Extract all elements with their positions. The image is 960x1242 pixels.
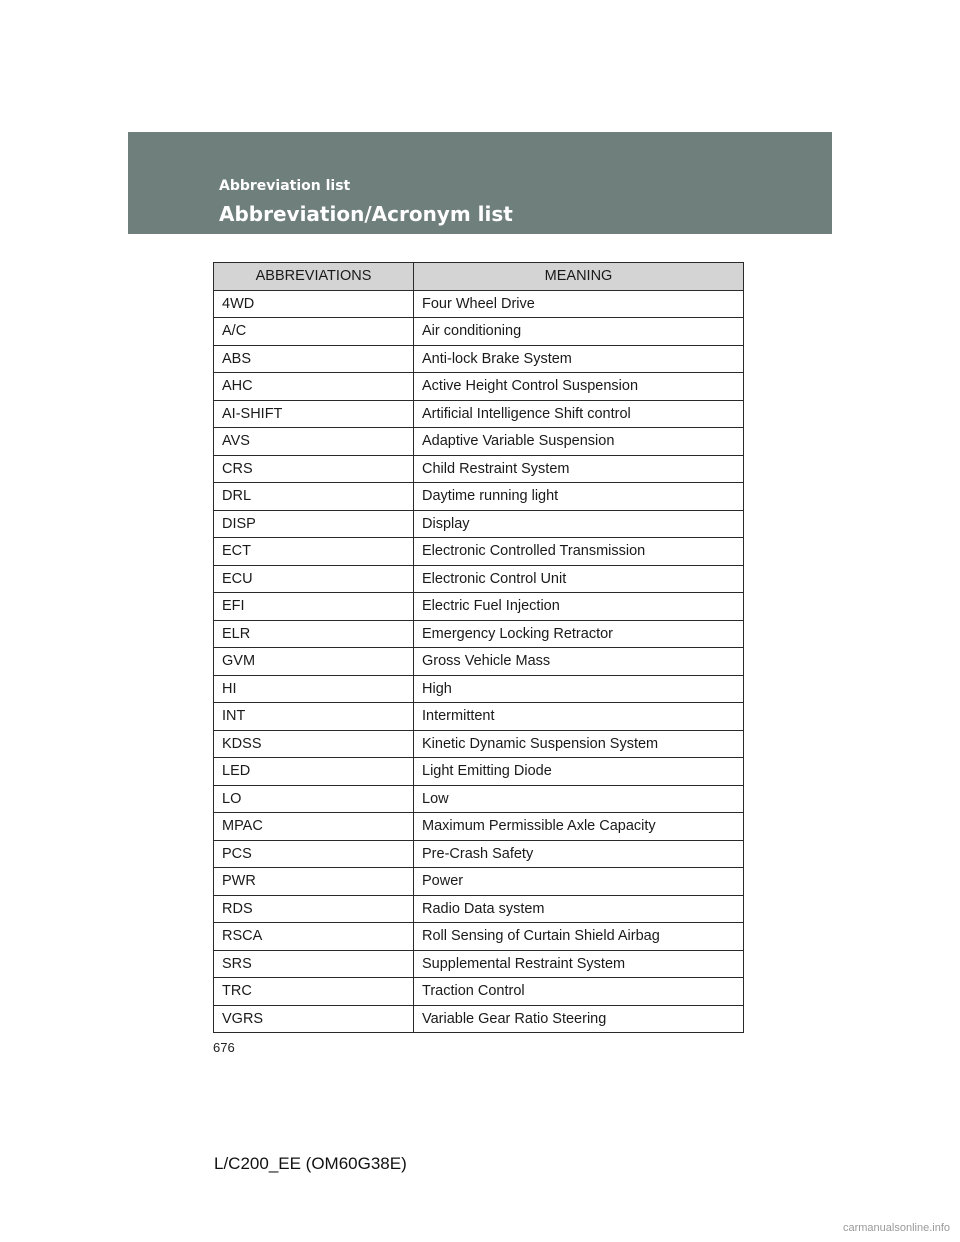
meaning-cell: Radio Data system <box>414 895 744 923</box>
meaning-cell: Anti-lock Brake System <box>414 345 744 373</box>
table-row <box>214 868 744 896</box>
abbreviation-cell: MPAC <box>214 813 414 841</box>
table-row <box>214 620 744 648</box>
abbreviation-cell: ELR <box>214 620 414 648</box>
table-row <box>214 373 744 401</box>
meaning-cell: Artificial Intelligence Shift control <box>414 400 744 428</box>
header-band <box>128 132 832 234</box>
meaning-cell: Traction Control <box>414 978 744 1006</box>
meaning-cell: Emergency Locking Retractor <box>414 620 744 648</box>
table-row <box>214 895 744 923</box>
meaning-cell: Electronic Control Unit <box>414 565 744 593</box>
table-row <box>214 593 744 621</box>
abbreviation-cell: INT <box>214 703 414 731</box>
abbreviation-cell: ABS <box>214 345 414 373</box>
abbreviation-cell: RSCA <box>214 923 414 951</box>
meaning-cell: Intermittent <box>414 703 744 731</box>
meaning-cell: Power <box>414 868 744 896</box>
meaning-cell: Daytime running light <box>414 483 744 511</box>
abbreviation-cell: TRC <box>214 978 414 1006</box>
abbreviation-cell: SRS <box>214 950 414 978</box>
page-number: 676 <box>213 1040 235 1055</box>
abbreviation-cell: A/C <box>214 318 414 346</box>
meaning-cell: Four Wheel Drive <box>414 290 744 318</box>
table-row <box>214 565 744 593</box>
meaning-cell: Gross Vehicle Mass <box>414 648 744 676</box>
abbreviation-cell: HI <box>214 675 414 703</box>
watermark-text: carmanualsonline.info <box>842 1222 950 1234</box>
table-row <box>214 455 744 483</box>
abbreviation-cell: KDSS <box>214 730 414 758</box>
meaning-cell: Display <box>414 510 744 538</box>
abbreviation-cell: ECU <box>214 565 414 593</box>
table-row <box>214 400 744 428</box>
meaning-cell: Electronic Controlled Transmission <box>414 538 744 566</box>
document-code: L/C200_EE (OM60G38E) <box>214 1154 407 1173</box>
table-row <box>214 730 744 758</box>
table-row <box>214 428 744 456</box>
table-header-row <box>214 263 744 291</box>
meaning-cell: Active Height Control Suspension <box>414 373 744 401</box>
table-row <box>214 703 744 731</box>
table-row <box>214 538 744 566</box>
abbreviation-cell: LO <box>214 785 414 813</box>
table-body <box>214 290 744 1033</box>
meaning-cell: Low <box>414 785 744 813</box>
table-row <box>214 290 744 318</box>
abbreviation-cell: DRL <box>214 483 414 511</box>
table-row <box>214 923 744 951</box>
table-row <box>214 345 744 373</box>
table-row <box>214 510 744 538</box>
table-row <box>214 318 744 346</box>
table-row <box>214 483 744 511</box>
meaning-cell: Air conditioning <box>414 318 744 346</box>
column-header-meaning: MEANING <box>414 263 744 291</box>
page-title: Abbreviation/Acronym list <box>219 202 513 226</box>
meaning-cell: Kinetic Dynamic Suspension System <box>414 730 744 758</box>
meaning-cell: Maximum Permissible Axle Capacity <box>414 813 744 841</box>
abbreviation-cell: AHC <box>214 373 414 401</box>
table-row <box>214 1005 744 1033</box>
table-row <box>214 840 744 868</box>
abbreviation-cell: AVS <box>214 428 414 456</box>
table-row <box>214 978 744 1006</box>
table-row <box>214 950 744 978</box>
column-header-abbreviations: ABBREVIATIONS <box>214 263 414 291</box>
abbreviation-cell: CRS <box>214 455 414 483</box>
meaning-cell: High <box>414 675 744 703</box>
abbreviation-cell: EFI <box>214 593 414 621</box>
abbreviation-cell: 4WD <box>214 290 414 318</box>
meaning-cell: Variable Gear Ratio Steering <box>414 1005 744 1033</box>
abbreviation-cell: ECT <box>214 538 414 566</box>
abbreviation-cell: PWR <box>214 868 414 896</box>
table-row <box>214 785 744 813</box>
table-row <box>214 648 744 676</box>
meaning-cell: Roll Sensing of Curtain Shield Airbag <box>414 923 744 951</box>
meaning-cell: Supplemental Restraint System <box>414 950 744 978</box>
table-row <box>214 675 744 703</box>
meaning-cell: Child Restraint System <box>414 455 744 483</box>
meaning-cell: Adaptive Variable Suspension <box>414 428 744 456</box>
abbreviation-cell: LED <box>214 758 414 786</box>
abbreviation-cell: VGRS <box>214 1005 414 1033</box>
abbreviation-cell: PCS <box>214 840 414 868</box>
abbreviation-cell: DISP <box>214 510 414 538</box>
meaning-cell: Pre-Crash Safety <box>414 840 744 868</box>
abbreviation-cell: RDS <box>214 895 414 923</box>
meaning-cell: Light Emitting Diode <box>414 758 744 786</box>
abbreviation-cell: AI-SHIFT <box>214 400 414 428</box>
table-row <box>214 758 744 786</box>
table-row <box>214 813 744 841</box>
abbreviation-cell: GVM <box>214 648 414 676</box>
abbreviation-table <box>213 262 744 1033</box>
meaning-cell: Electric Fuel Injection <box>414 593 744 621</box>
section-label: Abbreviation list <box>219 178 351 194</box>
